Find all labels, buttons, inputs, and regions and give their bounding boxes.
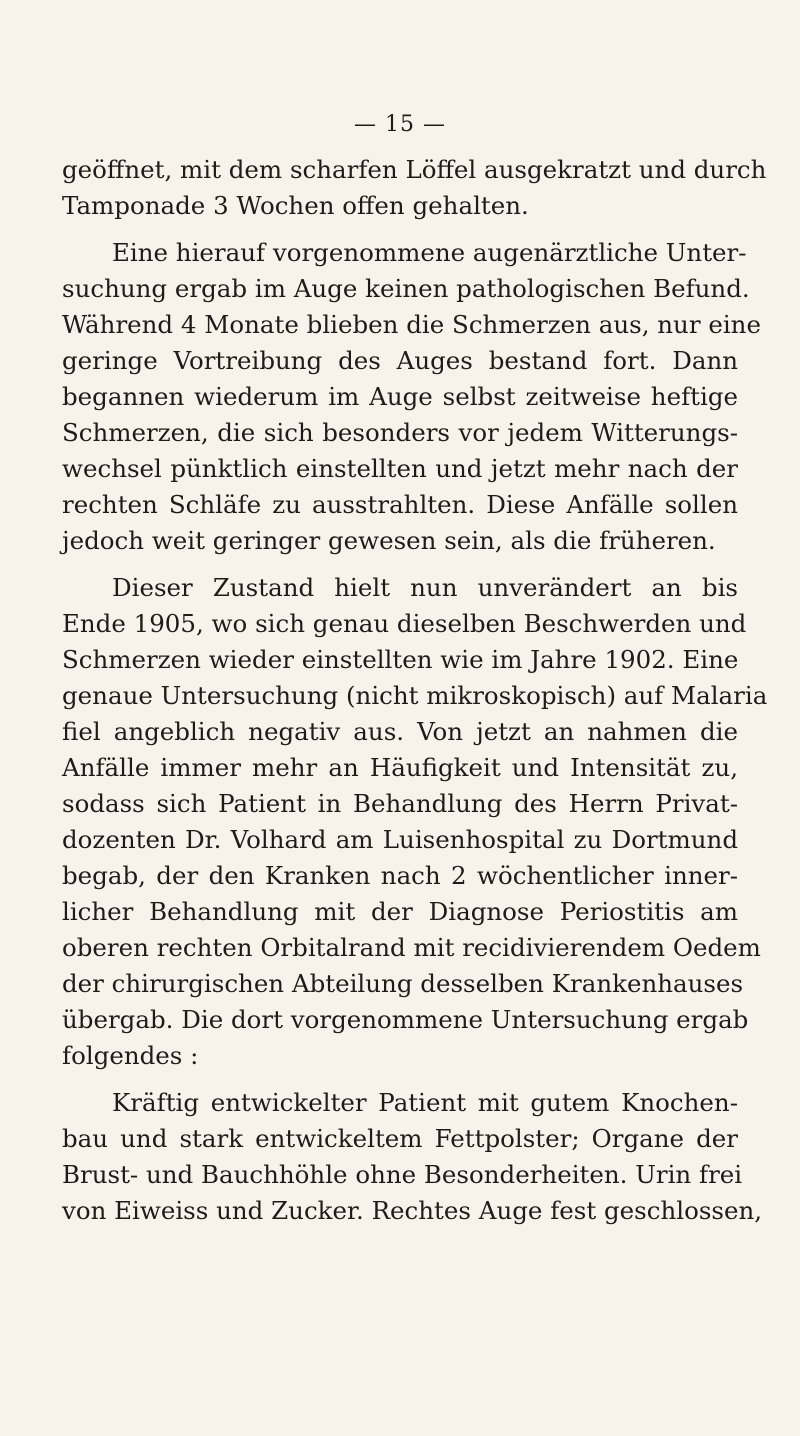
paragraph <box>62 1085 763 1229</box>
text-line: jedoch weit geringer gewesen sein, als die früheren. <box>62 526 716 555</box>
text-line: rechten Schläfe zu ausstrahlten. Diese Anfälle sollen <box>62 490 738 519</box>
text-line: geöffnet, mit dem scharfen Löffel ausgekratzt und durch <box>62 155 767 184</box>
paragraph <box>62 152 767 224</box>
paragraph <box>62 235 761 559</box>
text-line: fiel angeblich negativ aus. Von jetzt an nahmen die <box>62 717 738 746</box>
text-line: bau und stark entwickeltem Fettpolster; Organe der <box>62 1124 738 1153</box>
paragraph <box>62 570 768 1074</box>
text-line: Eine hierauf vorgenommene augenärztliche Unter- <box>112 238 747 267</box>
body-text <box>62 152 768 1229</box>
text-line: der chirurgischen Abteilung desselben Krankenhauses <box>62 969 744 998</box>
text-line: Tamponade 3 Wochen offen gehalten. <box>62 191 529 220</box>
text-line: Ende 1905, wo sich genau dieselben Beschwerden und <box>62 609 747 638</box>
text-line: Kräftig entwickelter Patient mit gutem Knochen- <box>112 1088 738 1117</box>
text-line: dozenten Dr. Volhard am Luisenhospital zu Dortmund <box>62 825 738 854</box>
text-line: Anfälle immer mehr an Häufigkeit und Intensität zu, <box>62 753 738 782</box>
text-line: sodass sich Patient in Behandlung des Herrn Privat- <box>62 789 738 818</box>
text-line: folgendes : <box>62 1041 199 1070</box>
text-line: Schmerzen, die sich besonders vor jedem Witterungs- <box>62 418 738 447</box>
text-line: wechsel pünktlich einstellten und jetzt mehr nach der <box>62 454 738 483</box>
text-line: Während 4 Monate blieben die Schmerzen aus, nur eine <box>62 310 761 339</box>
text-line: Brust- und Bauchhöhle ohne Besonderheiten. Urin frei <box>62 1160 743 1189</box>
text-line: übergab. Die dort vorgenommene Untersuchung ergab <box>62 1005 749 1034</box>
text-line: Dieser Zustand hielt nun unverändert an bis <box>112 573 738 602</box>
text-line: suchung ergab im Auge keinen pathologischen Befund. <box>62 274 750 303</box>
text-line: Schmerzen wieder einstellten wie im Jahre 1902. Eine <box>62 645 739 674</box>
text-line: licher Behandlung mit der Diagnose Periostitis am <box>62 897 738 926</box>
text-line: begannen wiederum im Auge selbst zeitweise heftige <box>62 382 738 411</box>
text-line: genaue Untersuchung (nicht mikroskopisch) auf Malaria <box>62 681 768 710</box>
text-line: von Eiweiss und Zucker. Rechtes Auge fest geschlossen, <box>62 1196 763 1225</box>
page-number: — 15 — <box>354 112 446 137</box>
text-line: oberen rechten Orbitalrand mit recidivierendem Oedem <box>62 933 761 962</box>
text-line: begab, der den Kranken nach 2 wöchentlicher inner- <box>62 861 738 890</box>
text-line: geringe Vortreibung des Auges bestand fort. Dann <box>62 346 738 375</box>
